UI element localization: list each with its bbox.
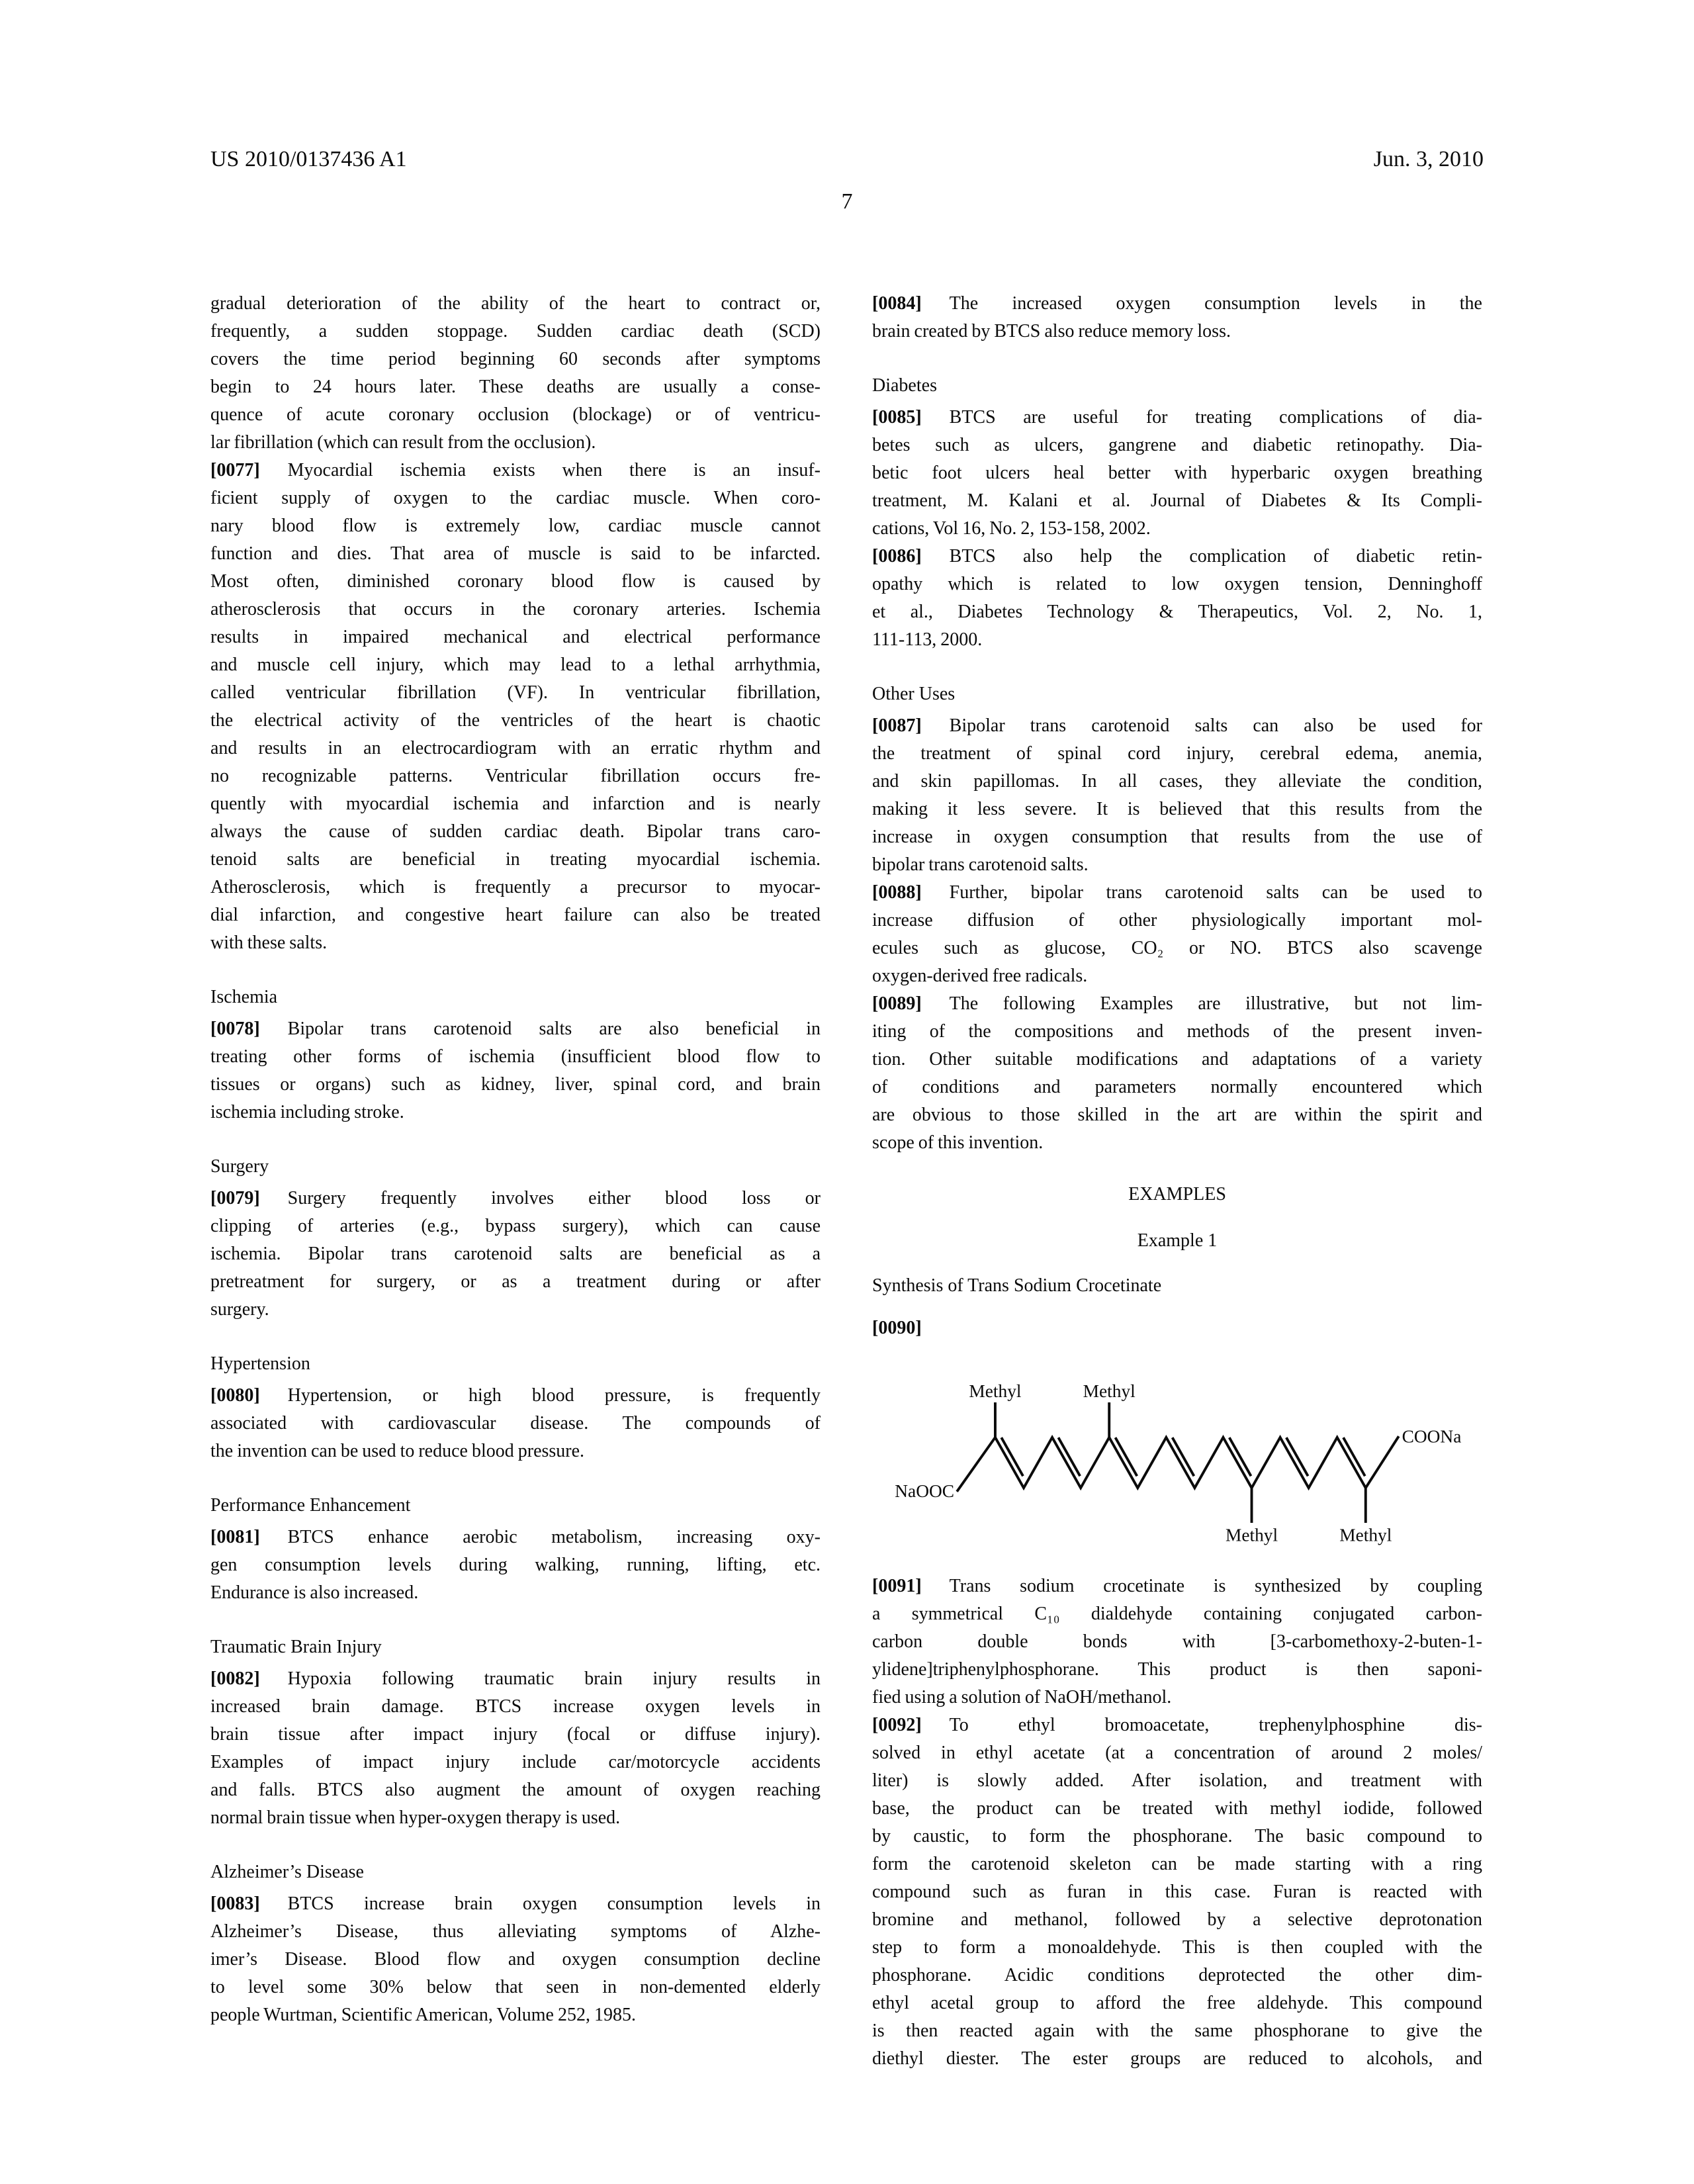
section-heading: Traumatic Brain Injury <box>210 1637 382 1657</box>
section-heading: Other Uses <box>872 684 956 704</box>
text-line: solved in ethyl acetate (at a concentration of around 2 moles/ <box>872 1743 1482 1764</box>
section-heading: Performance Enhancement <box>210 1495 411 1516</box>
paragraph-tag: [0079] <box>210 1188 260 1208</box>
text-line: [0087] Bipolar trans carotenoid salts can also be used for <box>872 715 1482 736</box>
section-heading: Hypertension <box>210 1353 310 1374</box>
text-line: brain created by BTCS also reduce memory loss. <box>872 321 1231 341</box>
text-line: [0082] Hypoxia following traumatic brain injury results in <box>210 1668 821 1689</box>
paragraph <box>210 290 821 457</box>
chemical-structure-figure <box>872 1373 1482 1547</box>
text-line: base, the product can be treated with methyl iodide, followed <box>872 1798 1482 1819</box>
text-line: Examples of impact injury include car/motorcycle accidents <box>210 1752 821 1772</box>
paragraph-tag: [0084] <box>872 293 922 314</box>
text-line: [0092] To ethyl bromoacetate, trephenylphosphine dis- <box>872 1715 1482 1736</box>
methyl-label-top-2: Methyl <box>1083 1381 1136 1402</box>
text-line: and muscle cell injury, which may lead to a lethal arrhythmia, <box>210 655 821 675</box>
paragraph <box>872 1572 1482 1711</box>
text-line: [0077] Myocardial ischemia exists when there is an insuf- <box>210 460 821 480</box>
paragraph-tag: [0078] <box>210 1019 260 1039</box>
example-subheading: Example 1 <box>1137 1230 1218 1251</box>
paragraph-tag: [0091] <box>872 1576 922 1597</box>
text-line: tissues or organs) such as kidney, liver, spinal cord, and brain <box>210 1074 821 1095</box>
text-line: increase diffusion of other physiologically important mol- <box>872 910 1482 931</box>
text-line: oxygen-derived free radicals. <box>872 966 1088 986</box>
text-line: the electrical activity of the ventricles of the heart is chaotic <box>210 710 821 731</box>
text-line: to level some 30% below that seen in non-demented elderly <box>210 1977 821 1997</box>
paragraph <box>872 712 1482 879</box>
paragraph-tag: [0085] <box>872 407 922 428</box>
text-line: [0083] BTCS increase brain oxygen consumption levels in <box>210 1893 821 1914</box>
paragraph-tag: [0082] <box>210 1668 260 1689</box>
paragraph <box>210 1382 821 1465</box>
text-line: carbon double bonds with [3-carbomethoxy-2-buten-1- <box>872 1631 1482 1653</box>
text-line: of conditions and parameters normally encountered which <box>872 1077 1482 1097</box>
text-line: lar fibrillation (which can result from the occlusion). <box>210 432 596 453</box>
paragraph <box>872 990 1482 1157</box>
text-line: gradual deterioration of the ability of the heart to contract or, <box>210 293 821 314</box>
text-line: ylidene]triphenylphosphorane. This product is then saponi- <box>872 1659 1482 1680</box>
text-line: diethyl diester. The ester groups are reduced to alcohols, and <box>872 2048 1482 2070</box>
text-line: 111-113, 2000. <box>872 629 983 650</box>
paragraph-tag: [0081] <box>210 1527 260 1547</box>
paragraph <box>872 879 1482 990</box>
section-heading: Alzheimer’s Disease <box>210 1862 364 1882</box>
paragraph-tag: [0090] <box>872 1318 922 1338</box>
text-line: quence of acute coronary occlusion (blockage) or of ventricu- <box>210 404 821 425</box>
text-line: [0078] Bipolar trans carotenoid salts are also beneficial in <box>210 1019 821 1039</box>
text-line: and falls. BTCS also augment the amount of oxygen reaching <box>210 1780 821 1800</box>
paragraph <box>872 1314 1482 1342</box>
text-line: fied using a solution of NaOH/methanol. <box>872 1687 1172 1708</box>
paragraph <box>872 290 1482 345</box>
text-line: cations, Vol 16, No. 2, 153-158, 2002. <box>872 518 1151 539</box>
text-line: people Wurtman, Scientific American, Volume 252, 1985. <box>210 2005 636 2025</box>
text-line: betic foot ulcers heal better with hyperbaric oxygen breathing <box>872 463 1482 483</box>
text-line: [0085] BTCS are useful for treating complications of dia- <box>872 407 1482 428</box>
text-line: are obvious to those skilled in the art are within the spirit and <box>872 1105 1482 1125</box>
text-line: ecules such as glucose, CO₂ or NO. BTCS also scavenge <box>872 938 1482 958</box>
text-line: the treatment of spinal cord injury, cerebral edema, anemia, <box>872 743 1482 764</box>
synthesis-heading: Synthesis of Trans Sodium Crocetinate <box>872 1275 1162 1296</box>
text-line: [0080] Hypertension, or high blood pressure, is frequently <box>210 1385 821 1406</box>
text-line: surgery. <box>210 1299 269 1320</box>
text-line: form the carotenoid skeleton can be made starting with a ring <box>872 1854 1482 1875</box>
text-line: bipolar trans carotenoid salts. <box>872 854 1089 875</box>
text-line: et al., Diabetes Technology & Therapeutics, Vol. 2, No. 1, <box>872 602 1482 622</box>
text-line: Alzheimer’s Disease, thus alleviating symptoms of Alzhe- <box>210 1921 821 1942</box>
text-line: [0091] Trans sodium crocetinate is synthesized by coupling <box>872 1576 1482 1597</box>
text-line: ficient supply of oxygen to the cardiac muscle. When coro- <box>210 488 821 508</box>
section-heading: Diabetes <box>872 375 937 396</box>
text-line: treating other forms of ischemia (insufficient blood flow to <box>210 1046 821 1067</box>
text-line: treatment, M. Kalani et al. Journal of Diabetes & Its Compli- <box>872 490 1482 511</box>
text-line: liter) is slowly added. After isolation, and treatment with <box>872 1770 1482 1792</box>
paragraph-tag: [0087] <box>872 715 922 736</box>
methyl-label-bottom-1: Methyl <box>1225 1525 1278 1545</box>
text-line: is then reacted again with the same phosphorane to give the <box>872 2021 1482 2042</box>
text-line: ischemia including stroke. <box>210 1102 404 1122</box>
text-line: [0088] Further, bipolar trans carotenoid salts can be used to <box>872 882 1482 903</box>
paragraph <box>210 1524 821 1607</box>
page-number: 7 <box>841 189 853 214</box>
text-line: ischemia. Bipolar trans carotenoid salts are beneficial as a <box>210 1244 821 1264</box>
text-line: normal brain tissue when hyper-oxygen therapy is used. <box>210 1807 621 1828</box>
left-column <box>210 290 821 2029</box>
text-line: [0086] BTCS also help the complication of diabetic retin- <box>872 546 1482 567</box>
text-line <box>872 1314 1482 1342</box>
text-line: increased brain damage. BTCS increase oxygen levels in <box>210 1696 821 1717</box>
text-line: ethyl acetal group to afford the free aldehyde. This compound <box>872 1993 1482 2014</box>
section-heading: Surgery <box>210 1156 269 1177</box>
text-line: and results in an electrocardiogram with an erratic rhythm and <box>210 738 821 758</box>
text-line: the invention can be used to reduce blood pressure. <box>210 1441 585 1461</box>
paragraph-tag: [0077] <box>210 460 260 480</box>
text-line: betes such as ulcers, gangrene and diabetic retinopathy. Dia- <box>872 435 1482 455</box>
paragraph-tag: [0083] <box>210 1893 260 1914</box>
right-column <box>872 290 1482 2073</box>
text-line: phosphorane. Acidic conditions deprotected the other dim- <box>872 1965 1482 1986</box>
text-line: quently with myocardial ischemia and infarction and is nearly <box>210 794 821 814</box>
coona-label: COONa <box>1402 1426 1462 1447</box>
paragraph-tag: [0080] <box>210 1385 260 1406</box>
text-line: and skin papillomas. In all cases, they alleviate the condition, <box>872 771 1482 792</box>
paragraph <box>210 1185 821 1324</box>
crocetinate-structure-svg <box>872 1373 1481 1547</box>
paragraph-tag: [0089] <box>872 993 922 1014</box>
paragraph-tag: [0086] <box>872 546 922 567</box>
text-line: by caustic, to form the phosphorane. The basic compound to <box>872 1826 1482 1847</box>
text-line: function and dies. That area of muscle is said to be infarcted. <box>210 543 821 564</box>
text-line: clipping of arteries (e.g., bypass surgery), which can cause <box>210 1216 821 1236</box>
paragraph-tag: [0088] <box>872 882 922 903</box>
paragraph <box>210 1015 821 1126</box>
text-line: associated with cardiovascular disease. The compounds of <box>210 1413 821 1433</box>
text-line: increase in oxygen consumption that results from the use of <box>872 827 1482 847</box>
paragraph <box>210 1665 821 1832</box>
paragraph <box>872 543 1482 654</box>
paragraph <box>210 457 821 957</box>
text-line: tion. Other suitable modifications and adaptations of a variety <box>872 1049 1482 1069</box>
text-line: with these salts. <box>210 933 328 953</box>
paragraph <box>210 1890 821 2029</box>
text-line: [0084] The increased oxygen consumption levels in the <box>872 293 1482 314</box>
text-line: [0081] BTCS enhance aerobic metabolism, increasing oxy- <box>210 1527 821 1547</box>
text-line: brain tissue after impact injury (focal or diffuse injury). <box>210 1724 821 1745</box>
text-line: step to form a monoaldehyde. This is then coupled with the <box>872 1937 1482 1958</box>
text-line: compound such as furan in this case. Furan is reacted with <box>872 1882 1482 1903</box>
text-line: tenoid salts are beneficial in treating myocardial ischemia. <box>210 849 821 870</box>
text-line: nary blood flow is extremely low, cardiac muscle cannot <box>210 516 821 536</box>
paragraph <box>872 1711 1482 2073</box>
text-line: bromine and methanol, followed by a selective deprotonation <box>872 1909 1482 1931</box>
text-line: opathy which is related to low oxygen tension, Denninghoff <box>872 574 1482 594</box>
text-line: pretreatment for surgery, or as a treatment during or after <box>210 1271 821 1292</box>
text-line: [0079] Surgery frequently involves either blood loss or <box>210 1188 821 1208</box>
text-line: called ventricular fibrillation (VF). In ventricular fibrillation, <box>210 682 821 703</box>
paragraph-tag: [0092] <box>872 1715 922 1736</box>
text-line: dial infarction, and congestive heart failure can also be treated <box>210 905 821 925</box>
text-line: iting of the compositions and methods of the present inven- <box>872 1021 1482 1042</box>
text-line: a symmetrical C₁₀ dialdehyde containing conjugated carbon- <box>872 1604 1482 1625</box>
paragraph <box>872 404 1482 543</box>
text-line: frequently, a sudden stoppage. Sudden cardiac death (SCD) <box>210 321 821 341</box>
text-line: scope of this invention. <box>872 1132 1044 1153</box>
text-line: Most often, diminished coronary blood flow is caused by <box>210 571 821 592</box>
text-line: making it less severe. It is believed that this results from the <box>872 799 1482 819</box>
naooc-label: NaOOC <box>895 1480 955 1501</box>
methyl-label-bottom-2: Methyl <box>1339 1525 1392 1545</box>
methyl-label-top-1: Methyl <box>969 1381 1022 1402</box>
examples-heading: EXAMPLES <box>1128 1184 1226 1205</box>
text-line: begin to 24 hours later. These deaths are usually a conse- <box>210 377 821 397</box>
text-line: no recognizable patterns. Ventricular fibrillation occurs fre- <box>210 766 821 786</box>
text-line: covers the time period beginning 60 seconds after symptoms <box>210 349 821 369</box>
text-line: atherosclerosis that occurs in the coronary arteries. Ischemia <box>210 599 821 619</box>
patent-number: US 2010/0137436 A1 <box>210 147 407 171</box>
text-line: imer’s Disease. Blood flow and oxygen consumption decline <box>210 1949 821 1970</box>
text-line: gen consumption levels during walking, running, lifting, etc. <box>210 1555 821 1575</box>
text-line: always the cause of sudden cardiac death. Bipolar trans caro- <box>210 821 821 842</box>
text-line: Atherosclerosis, which is frequently a precursor to myocar- <box>210 877 821 897</box>
text-line: [0089] The following Examples are illustrative, but not lim- <box>872 993 1482 1014</box>
text-line: results in impaired mechanical and electrical performance <box>210 627 821 647</box>
publication-date: Jun. 3, 2010 <box>1373 147 1484 171</box>
section-heading: Ischemia <box>210 987 278 1007</box>
text-line: Endurance is also increased. <box>210 1582 419 1603</box>
